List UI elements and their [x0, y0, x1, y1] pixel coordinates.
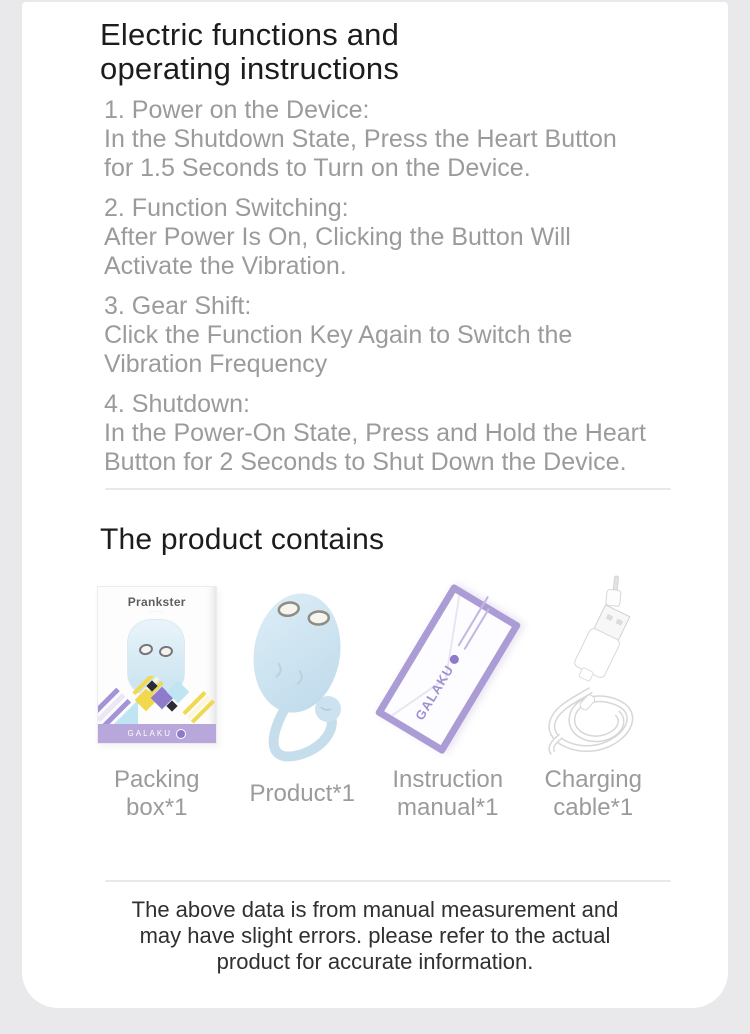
step-heading: 2. Function Switching:: [104, 194, 349, 222]
content-card: [22, 2, 728, 1008]
section-divider: [105, 488, 671, 490]
manual-face: [384, 593, 512, 745]
footer-note-line: The above data is from manual measurement and: [131, 897, 619, 922]
packing-box-image: [84, 572, 230, 764]
item-label-manual: [373, 764, 523, 824]
step-body-line: After Power Is On, Clicking the Button Will: [104, 223, 571, 251]
step-body-line: In the Power-On State, Press and Hold the Heart: [104, 419, 646, 447]
device-eye-icon: [158, 645, 173, 658]
product-item-manual: [375, 572, 521, 824]
product-grid: [84, 572, 666, 824]
manual-graphic: [375, 576, 520, 762]
step-body-line: In the Shutdown State, Press the Heart Button: [104, 125, 617, 153]
product-image: [230, 572, 376, 764]
device-eye-icon: [138, 643, 154, 657]
step-body-line: Click the Function Key Again to Switch the: [104, 321, 573, 349]
step-gear-shift: [104, 292, 704, 379]
item-label-line: manual*1: [397, 794, 499, 821]
box-subtext-decoration: ·····: [150, 609, 164, 615]
box-brand-strip: [98, 724, 216, 743]
manual-brand-label: GALAKU: [411, 662, 457, 723]
instruction-steps: [104, 96, 704, 488]
step-body-line: Activate the Vibration.: [104, 252, 347, 280]
item-label-packing-box: [82, 764, 232, 824]
product-item-packing-box: [84, 572, 230, 824]
galaku-strip-text: GALAKU: [127, 729, 172, 738]
step-heading: 1. Power on the Device:: [104, 96, 370, 124]
packing-box-graphic: [97, 586, 217, 744]
footer-note-line: product for accurate information.: [216, 949, 534, 974]
item-label-line: Instruction: [392, 766, 504, 793]
item-label-line: Charging: [544, 766, 642, 793]
footer-disclaimer: [22, 897, 728, 975]
footer-note-line: may have slight errors. please refer to the actual: [139, 923, 611, 948]
functions-title-line1: Electric functions and: [100, 17, 400, 52]
contains-section-title: The product contains: [100, 523, 385, 556]
step-power-on: [104, 96, 704, 183]
step-heading: 3. Gear Shift:: [104, 292, 252, 320]
product-item-cable: [521, 572, 667, 824]
usb-cable-graphic: [527, 574, 659, 760]
instruction-manual-image: [375, 572, 521, 764]
step-body-line: Button for 2 Seconds to Shut Down the Device.: [104, 448, 627, 476]
step-function-switching: [104, 194, 704, 281]
egg-vibrator-graphic: [242, 578, 362, 764]
item-label-cable: [518, 764, 668, 824]
item-label-product: [227, 764, 377, 824]
box-geometric-pattern: [98, 676, 216, 724]
prankster-brand-text: Prankster: [127, 595, 186, 609]
step-heading: 4. Shutdown:: [104, 390, 250, 418]
step-body-line: Vibration Frequency: [104, 350, 328, 378]
item-label-line: box*1: [126, 794, 188, 821]
charging-cable-image: [521, 572, 667, 764]
functions-title-line2: operating instructions: [100, 51, 400, 86]
item-label-line: Product*1: [249, 780, 355, 807]
section-divider: [105, 880, 671, 882]
functions-section-title: [100, 18, 399, 86]
galaku-logo-icon: [176, 729, 186, 739]
step-body-line: for 1.5 Seconds to Turn on the Device.: [104, 154, 531, 182]
item-label-line: Packing: [114, 766, 200, 793]
item-label-line: cable*1: [553, 794, 634, 821]
manual-booklet: [374, 583, 521, 754]
step-shutdown: [104, 390, 704, 477]
product-item-device: [230, 572, 376, 824]
